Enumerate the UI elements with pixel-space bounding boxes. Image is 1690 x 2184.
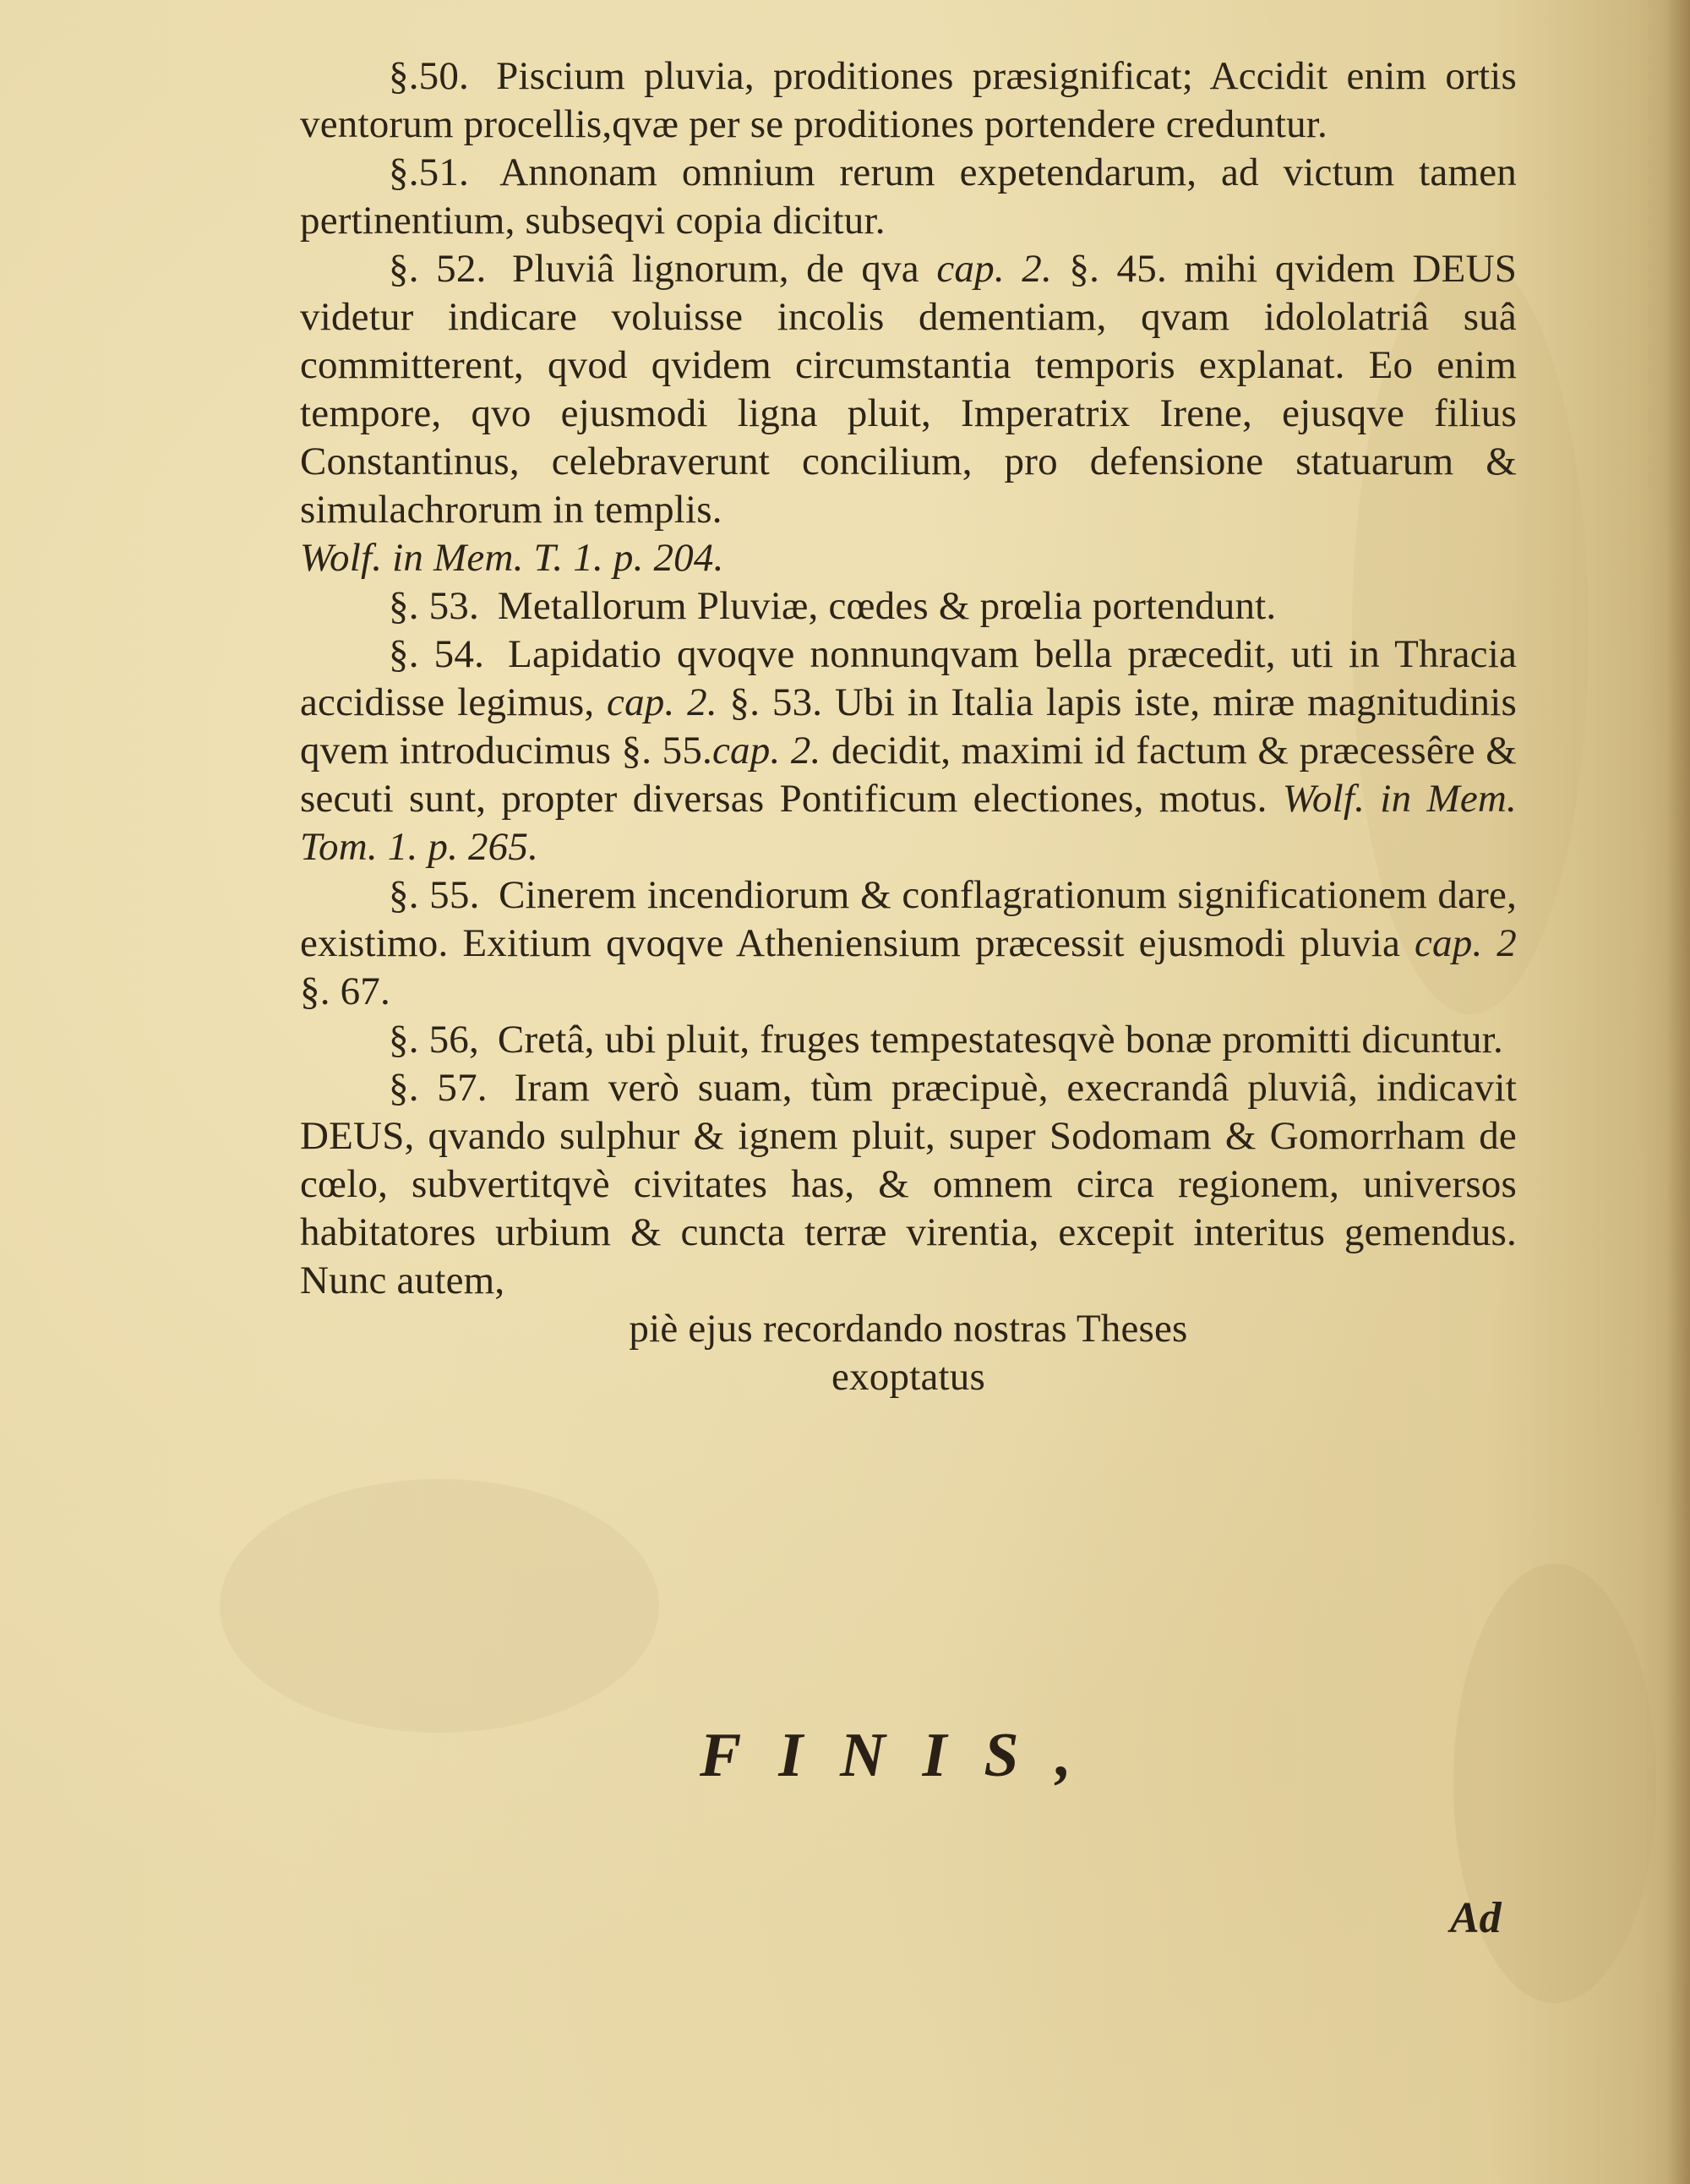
body-text — [300, 52, 1517, 1401]
section-number: §. 56, — [389, 1018, 479, 1062]
closing-lines — [300, 1305, 1517, 1401]
paragraph-text: §. 45. mihi qvidem DEUS videtur indicare voluisse incolis dementiam, qvam idololatriâ suâ committerent, qvod qvidem circumstantia temporis explanat. Eo enim tempore, qvo ejusmodi ligna pluit, Imperatrix Irene, ejusqve filius Constantinus, celebraverunt concilium, pro defensione statuarum & simulachrorum in templis. — [300, 247, 1518, 532]
paragraph-50 — [300, 52, 1517, 149]
paragraph-55 — [300, 871, 1517, 1016]
paragraph-54 — [300, 631, 1517, 871]
page-gutter-shadow — [1666, 0, 1690, 2184]
paragraph-text: Cinerem incendiorum & conflagrationum significationem dare, existimo. Exitium qvoqve Atheniensium præcessit ejusmodi pluvia — [300, 873, 1518, 965]
section-number: §. 54. — [389, 632, 485, 676]
paragraph-51 — [300, 149, 1517, 245]
paper-stain — [220, 1479, 659, 1733]
finis-heading: FINIS, — [699, 1721, 1109, 1790]
paragraph-text: §. 53. Ubi in Italia lapis iste, miræ magnitudinis qvem introducimus §. 55. — [300, 680, 1518, 773]
paragraph-52 — [300, 245, 1517, 582]
paragraph-text: decidit, maximi id factum & præcessêre & secuti sunt, propter diversas Pontificum electiones, motus. — [300, 729, 1517, 821]
paragraph-text: Annonam omnium rerum expetendarum, ad victum tamen pertinentium, subseqvi copia dicitur. — [300, 150, 1518, 243]
closing-line: exoptatus — [831, 1355, 985, 1399]
catchword: Ad — [1450, 1894, 1502, 1942]
chapter-reference: cap. 2. — [607, 680, 717, 724]
paragraph-text: Pluviâ lignorum, de qva — [512, 247, 919, 291]
section-number: §. 52. — [389, 247, 487, 291]
paragraph-text: Lapidatio qvoqve nonnunqvam bella præcedit, uti in Thracia accidisse legimus, — [300, 632, 1518, 724]
section-number: §.50. — [389, 54, 469, 98]
chapter-reference: cap. 2. — [711, 729, 821, 773]
paragraph-text: Piscium pluvia, proditiones præsignificat; Accidit enim ortis ventorum procellis,qvæ per se proditiones portendere creduntur. — [300, 54, 1517, 146]
section-number: §. 53. — [389, 584, 479, 628]
citation: Wolf. in Mem. Tom. 1. p. 265. — [300, 777, 1517, 869]
chapter-reference: cap. 2. — [936, 247, 1052, 291]
paragraph-text: Iram verò suam, tùm præcipuè, execrandâ pluviâ, indicavit DEUS, qvando sulphur & ignem pluit, super Sodomam & Gomorrham de cœlo, subvertitqvè civitates has, & omnem circa regionem, universos habitatores urbium & cuncta terræ virentia, excepit interitus gemendus. Nunc autem, — [300, 1066, 1518, 1302]
closing-line: piè ejus recordando nostras Theses — [629, 1307, 1188, 1351]
citation: Wolf. in Mem. T. 1. p. 204. — [300, 536, 724, 580]
paragraph-57 — [300, 1064, 1517, 1305]
paragraph-56 — [300, 1016, 1517, 1064]
paragraph-text: Metallorum Pluviæ, cœdes & prœlia portendunt. — [497, 584, 1277, 628]
section-number: §.51. — [389, 150, 469, 194]
paragraph-text: Cretâ, ubi pluit, fruges tempestatesqvè bonæ promitti dicuntur. — [497, 1018, 1503, 1062]
paragraph-text: §. 67. — [300, 969, 390, 1013]
section-number: §. 55. — [389, 873, 480, 917]
section-number: §. 57. — [389, 1066, 488, 1110]
paragraph-53 — [300, 582, 1517, 631]
chapter-reference: cap. 2 — [1414, 921, 1517, 965]
